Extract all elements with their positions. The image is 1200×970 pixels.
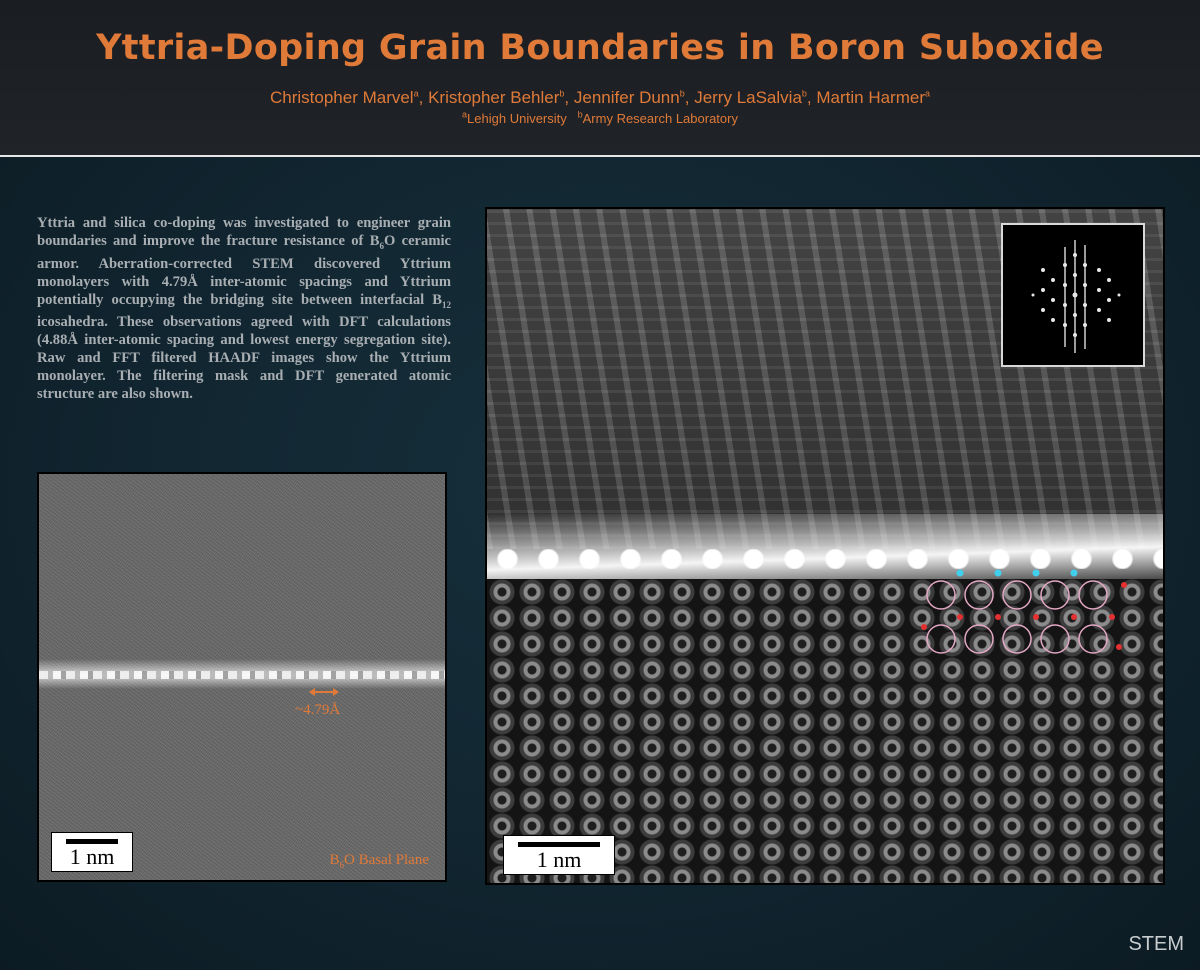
yttrium-monolayer — [39, 671, 445, 679]
plane-label: $B_6O$ Basal Plane — [329, 852, 429, 870]
fft-mask-inset — [1001, 223, 1145, 367]
spacing-arrow-icon — [311, 691, 337, 693]
affiliation-a: $^a$Lehigh University — [462, 110, 567, 127]
dft-atomic-structure-icon — [919, 567, 1139, 667]
affiliations — [0, 110, 1200, 126]
author-2: Kristopher Behler$^b$ — [428, 88, 565, 107]
stem-tag: STEM — [1128, 933, 1184, 955]
poster-header — [0, 0, 1200, 157]
author-1: Christopher Marvel$^a$ — [269, 88, 419, 107]
author-4: Jerry LaSalvia$^b$ — [694, 88, 807, 107]
scale-bar-label: 1 nm — [69, 844, 115, 869]
abstract-text: Yttria and silica co-doping was investigated to engineer grain boundaries and improve the fracture resistance of $B_6O$ ceramic armor. Aberration-corrected STEM discovered Yttrium monolayers with 4.79Å inter-atomic spacings and Yttrium potentially occupying the bridging site between interfacial $B_{12}$ icosahedra. These observations agreed with DFT calculations (4.88Å inter-atomic spacing and lowest energy segregation site). Raw and FFT filtered HAADF images show the Yttrium monolayer. The filtering mask and DFT generated atomic structure are also shown. — [37, 215, 452, 402]
fft-filtered-haadf-image — [485, 207, 1165, 885]
fft-pattern-icon — [1003, 225, 1143, 365]
author-list: Christopher Marvel$^a$, Kristopher Behler$^b$, Jennifer Dunn$^b$, Jerry LaSalvia$^b$, Martin Harmer$^a$ — [269, 88, 931, 107]
author-3: Jennifer Dunn$^b$ — [573, 88, 685, 107]
yttrium-atom-row — [487, 549, 1163, 569]
spacing-label: ~4.79Å — [295, 702, 341, 718]
scale-bar-right — [503, 835, 615, 875]
scale-bar-label: 1 nm — [536, 847, 582, 872]
poster-title: Yttria-Doping Grain Boundaries in Boron Suboxide — [96, 28, 1104, 68]
author-5: Martin Harmer$^a$ — [816, 88, 931, 107]
scale-bar-left — [51, 832, 133, 872]
affiliation-b: $^b$Army Research Laboratory — [577, 110, 738, 127]
raw-haadf-image — [37, 472, 447, 882]
